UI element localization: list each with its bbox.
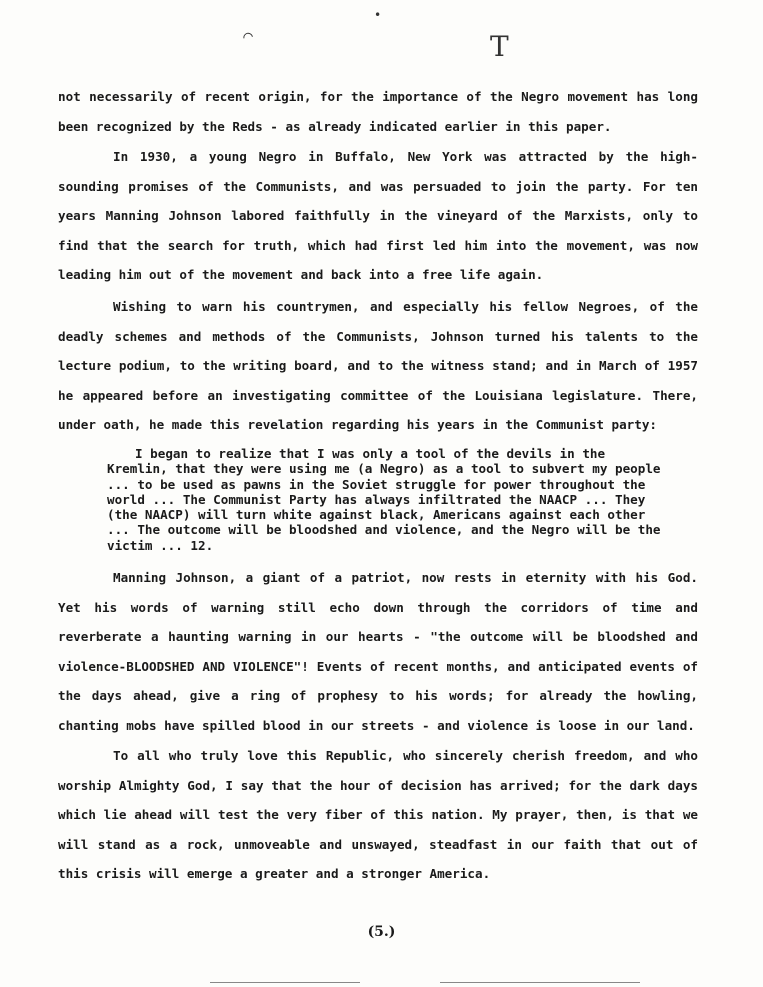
paragraph-giant-patriot: Manning Johnson, a giant of a patriot, now rests in eternity with his God. Yet his words of warning still echo down through the corridors of time and reverberate a haunting warning in our hearts - "the outcome will be bloodshed and violence-BLOODSHED AND VIOLENCE"! Events of recent months, and anticipated events of the days ahead, give a ring of prophesy to his words; for already the howling, chanting mobs have spilled blood in our streets - and violence is loose in our land.: [58, 570, 698, 733]
paragraph-continuation: not necessarily of recent origin, for the importance of the Negro movement has long been recognized by the Reds - as already indicated earlier in this paper.: [58, 89, 698, 134]
handwritten-dash-mark: ⌒: [241, 25, 255, 46]
block-quote-testimony: [107, 446, 667, 553]
bottom-rule-right: [440, 982, 640, 983]
paragraph-manning-johnson-intro: In 1930, a young Negro in Buffalo, New York was attracted by the high-sounding promises of the Communists, and was persuaded to join the party. For ten years Manning Johnson labored faithfully in the vineyard of the Marxists, only to find that the search for truth, which had first led him into the movement, was now leading him out of the movement and back into a free life again.: [58, 149, 698, 282]
handwritten-t-mark: T: [490, 30, 509, 63]
paragraph-warning-countrymen: Wishing to warn his countrymen, and especially his fellow Negroes, of the deadly schemes and methods of the Communists, Johnson turned his talents to the lecture podium, to the writing board, and to the witness stand; and in March of 1957 he appeared before an investigating committee of the Louisiana legislature. There, under oath, he made this revelation regarding his years in the Communist party:: [58, 299, 698, 432]
paragraph-hour-of-decision: To all who truly love this Republic, who sincerely cherish freedom, and who worship Almighty God, I say that the hour of decision has arrived; for the dark days which lie ahead will test the very fiber of this nation. My prayer, then, is that we will stand as a rock, unmoveable and unswayed, steadfast in our faith that out of this crisis will emerge a greater and a stronger America.: [58, 748, 698, 881]
block-quote-text: I began to realize that I was only a tool of the devils in the Kremlin, that they were using me (a Negro) as a tool to subvert my people ... to be used as pawns in the Soviet struggle for power throughout the world ... The Communist Party has always infiltrated the NAACP ... They (the NAACP) will turn white against black, Americans against each other ... The outcome will be bloodshed and violence, and the Negro will be the victim ... 12.: [107, 446, 661, 553]
dot-mark: •: [374, 8, 382, 22]
page-number: (5.): [367, 924, 396, 940]
bottom-rule-left: [210, 982, 360, 983]
